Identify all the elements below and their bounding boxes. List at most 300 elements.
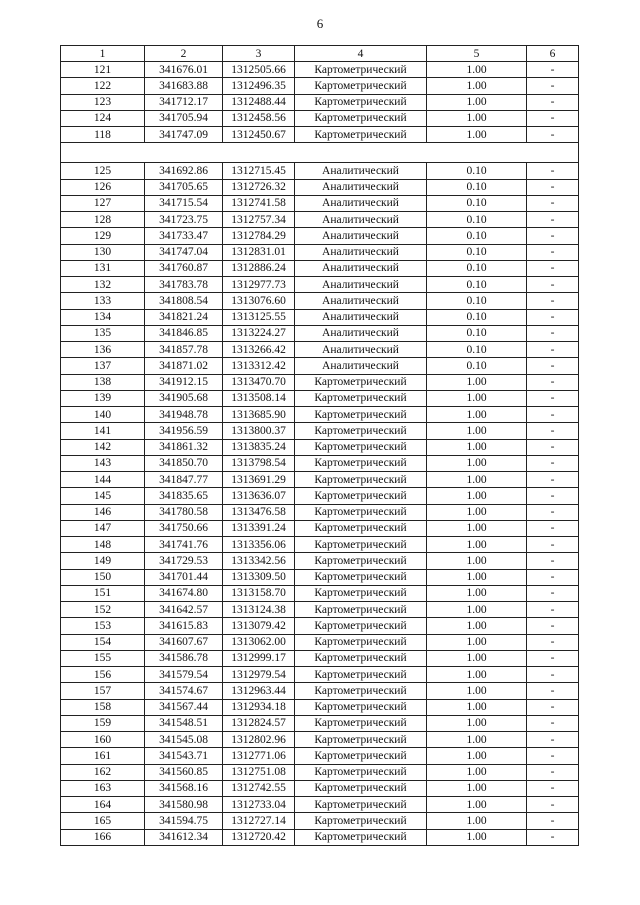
y-coordinate-cell: 1313798.54	[223, 455, 295, 471]
table-row	[61, 764, 579, 780]
group-separator	[61, 143, 579, 163]
method-cell: Аналитический	[295, 293, 427, 309]
table-row	[61, 127, 579, 143]
accuracy-cell: 0.10	[427, 163, 527, 179]
x-coordinate-cell: 341642.57	[145, 602, 223, 618]
y-coordinate-cell: 1313076.60	[223, 293, 295, 309]
accuracy-cell: 1.00	[427, 110, 527, 126]
x-coordinate-cell: 341835.65	[145, 488, 223, 504]
note-cell: -	[527, 439, 579, 455]
accuracy-cell: 1.00	[427, 390, 527, 406]
method-cell: Картометрический	[295, 520, 427, 536]
accuracy-cell: 0.10	[427, 195, 527, 211]
y-coordinate-cell: 1312726.32	[223, 179, 295, 195]
table-row	[61, 748, 579, 764]
method-cell: Картометрический	[295, 504, 427, 520]
table-row	[61, 667, 579, 683]
note-cell: -	[527, 602, 579, 618]
y-coordinate-cell: 1312977.73	[223, 277, 295, 293]
x-coordinate-cell: 341712.17	[145, 94, 223, 110]
note-cell: -	[527, 488, 579, 504]
y-coordinate-cell: 1312999.17	[223, 650, 295, 666]
method-cell: Картометрический	[295, 94, 427, 110]
note-cell: -	[527, 390, 579, 406]
column-header: 2	[145, 46, 223, 62]
method-cell: Картометрический	[295, 127, 427, 143]
y-coordinate-cell: 1312505.66	[223, 62, 295, 78]
accuracy-cell: 1.00	[427, 504, 527, 520]
accuracy-cell: 0.10	[427, 260, 527, 276]
separator-cell	[61, 143, 579, 163]
method-cell: Аналитический	[295, 277, 427, 293]
note-cell: -	[527, 62, 579, 78]
x-coordinate-cell: 341715.54	[145, 195, 223, 211]
note-cell: -	[527, 358, 579, 374]
table-row	[61, 439, 579, 455]
method-cell: Картометрический	[295, 488, 427, 504]
x-coordinate-cell: 341747.04	[145, 244, 223, 260]
y-coordinate-cell: 1313470.70	[223, 374, 295, 390]
note-cell: -	[527, 228, 579, 244]
accuracy-cell: 0.10	[427, 293, 527, 309]
y-coordinate-cell: 1313062.00	[223, 634, 295, 650]
table-row	[61, 374, 579, 390]
table-row	[61, 293, 579, 309]
x-coordinate-cell: 341594.75	[145, 813, 223, 829]
x-coordinate-cell: 341692.86	[145, 163, 223, 179]
y-coordinate-cell: 1313835.24	[223, 439, 295, 455]
method-cell: Аналитический	[295, 163, 427, 179]
method-cell: Аналитический	[295, 309, 427, 325]
point-number-cell: 131	[61, 260, 145, 276]
note-cell: -	[527, 455, 579, 471]
point-number-cell: 133	[61, 293, 145, 309]
point-number-cell: 144	[61, 472, 145, 488]
x-coordinate-cell: 341729.53	[145, 553, 223, 569]
table-row	[61, 78, 579, 94]
point-number-cell: 164	[61, 797, 145, 813]
accuracy-cell: 0.10	[427, 212, 527, 228]
method-cell: Картометрический	[295, 813, 427, 829]
note-cell: -	[527, 163, 579, 179]
x-coordinate-cell: 341733.47	[145, 228, 223, 244]
table-row	[61, 163, 579, 179]
column-header: 5	[427, 46, 527, 62]
note-cell: -	[527, 780, 579, 796]
x-coordinate-cell: 341956.59	[145, 423, 223, 439]
point-number-cell: 124	[61, 110, 145, 126]
method-cell: Картометрический	[295, 797, 427, 813]
point-number-cell: 155	[61, 650, 145, 666]
point-number-cell: 125	[61, 163, 145, 179]
page-number: 6	[316, 16, 324, 31]
x-coordinate-cell: 341857.78	[145, 342, 223, 358]
method-cell: Картометрический	[295, 472, 427, 488]
point-number-cell: 126	[61, 179, 145, 195]
method-cell: Картометрический	[295, 407, 427, 423]
note-cell: -	[527, 585, 579, 601]
note-cell: -	[527, 110, 579, 126]
table-row	[61, 325, 579, 341]
table-row	[61, 342, 579, 358]
header-row	[61, 46, 579, 62]
accuracy-cell: 1.00	[427, 797, 527, 813]
note-cell: -	[527, 618, 579, 634]
y-coordinate-cell: 1312450.67	[223, 127, 295, 143]
y-coordinate-cell: 1313476.58	[223, 504, 295, 520]
note-cell: -	[527, 212, 579, 228]
note-cell: -	[527, 504, 579, 520]
table-row	[61, 650, 579, 666]
point-number-cell: 121	[61, 62, 145, 78]
column-header: 3	[223, 46, 295, 62]
method-cell: Картометрический	[295, 569, 427, 585]
y-coordinate-cell: 1313356.06	[223, 537, 295, 553]
point-number-cell: 154	[61, 634, 145, 650]
y-coordinate-cell: 1313636.07	[223, 488, 295, 504]
table-row	[61, 277, 579, 293]
point-number-cell: 132	[61, 277, 145, 293]
note-cell: -	[527, 423, 579, 439]
method-cell: Картометрический	[295, 390, 427, 406]
table-row	[61, 780, 579, 796]
x-coordinate-cell: 341705.94	[145, 110, 223, 126]
note-cell: -	[527, 667, 579, 683]
table-row	[61, 244, 579, 260]
point-number-cell: 152	[61, 602, 145, 618]
y-coordinate-cell: 1312496.35	[223, 78, 295, 94]
point-number-cell: 147	[61, 520, 145, 536]
y-coordinate-cell: 1313685.90	[223, 407, 295, 423]
note-cell: -	[527, 699, 579, 715]
separator-row	[61, 143, 579, 163]
method-cell: Аналитический	[295, 325, 427, 341]
table-row	[61, 634, 579, 650]
accuracy-cell: 1.00	[427, 813, 527, 829]
y-coordinate-cell: 1312824.57	[223, 715, 295, 731]
x-coordinate-cell: 341821.24	[145, 309, 223, 325]
x-coordinate-cell: 341847.77	[145, 472, 223, 488]
method-cell: Картометрический	[295, 455, 427, 471]
accuracy-cell: 1.00	[427, 650, 527, 666]
x-coordinate-cell: 341948.78	[145, 407, 223, 423]
accuracy-cell: 1.00	[427, 439, 527, 455]
method-cell: Картометрический	[295, 683, 427, 699]
point-number-cell: 165	[61, 813, 145, 829]
table-row	[61, 585, 579, 601]
point-number-cell: 146	[61, 504, 145, 520]
accuracy-cell: 1.00	[427, 732, 527, 748]
y-coordinate-cell: 1312886.24	[223, 260, 295, 276]
point-number-cell: 157	[61, 683, 145, 699]
x-coordinate-cell: 341574.67	[145, 683, 223, 699]
y-coordinate-cell: 1313312.42	[223, 358, 295, 374]
y-coordinate-cell: 1313508.14	[223, 390, 295, 406]
column-header: 1	[61, 46, 145, 62]
y-coordinate-cell: 1313079.42	[223, 618, 295, 634]
y-coordinate-cell: 1313309.50	[223, 569, 295, 585]
y-coordinate-cell: 1312741.58	[223, 195, 295, 211]
y-coordinate-cell: 1312963.44	[223, 683, 295, 699]
group-one-rows	[61, 62, 579, 143]
x-coordinate-cell: 341586.78	[145, 650, 223, 666]
table-row	[61, 358, 579, 374]
table-row	[61, 683, 579, 699]
table-row	[61, 699, 579, 715]
method-cell: Аналитический	[295, 260, 427, 276]
table-row	[61, 520, 579, 536]
table-row	[61, 110, 579, 126]
x-coordinate-cell: 341612.34	[145, 829, 223, 845]
accuracy-cell: 1.00	[427, 472, 527, 488]
note-cell: -	[527, 127, 579, 143]
method-cell: Картометрический	[295, 78, 427, 94]
accuracy-cell: 1.00	[427, 829, 527, 845]
note-cell: -	[527, 179, 579, 195]
note-cell: -	[527, 634, 579, 650]
point-number-cell: 135	[61, 325, 145, 341]
column-header: 4	[295, 46, 427, 62]
accuracy-cell: 1.00	[427, 748, 527, 764]
table-row	[61, 407, 579, 423]
accuracy-cell: 1.00	[427, 78, 527, 94]
table-row	[61, 813, 579, 829]
point-number-cell: 156	[61, 667, 145, 683]
point-number-cell: 123	[61, 94, 145, 110]
point-number-cell: 130	[61, 244, 145, 260]
note-cell: -	[527, 520, 579, 536]
x-coordinate-cell: 341871.02	[145, 358, 223, 374]
method-cell: Картометрический	[295, 667, 427, 683]
point-number-cell: 128	[61, 212, 145, 228]
accuracy-cell: 0.10	[427, 342, 527, 358]
y-coordinate-cell: 1313224.27	[223, 325, 295, 341]
column-header: 6	[527, 46, 579, 62]
accuracy-cell: 1.00	[427, 585, 527, 601]
note-cell: -	[527, 374, 579, 390]
method-cell: Картометрический	[295, 439, 427, 455]
point-number-cell: 141	[61, 423, 145, 439]
x-coordinate-cell: 341683.88	[145, 78, 223, 94]
y-coordinate-cell: 1312751.08	[223, 764, 295, 780]
y-coordinate-cell: 1312784.29	[223, 228, 295, 244]
method-cell: Картометрический	[295, 699, 427, 715]
accuracy-cell: 1.00	[427, 553, 527, 569]
accuracy-cell: 1.00	[427, 699, 527, 715]
point-number-cell: 163	[61, 780, 145, 796]
x-coordinate-cell: 341615.83	[145, 618, 223, 634]
x-coordinate-cell: 341674.80	[145, 585, 223, 601]
accuracy-cell: 1.00	[427, 764, 527, 780]
point-number-cell: 137	[61, 358, 145, 374]
x-coordinate-cell: 341846.85	[145, 325, 223, 341]
point-number-cell: 139	[61, 390, 145, 406]
accuracy-cell: 0.10	[427, 228, 527, 244]
method-cell: Картометрический	[295, 715, 427, 731]
table-row	[61, 618, 579, 634]
note-cell: -	[527, 325, 579, 341]
y-coordinate-cell: 1313266.42	[223, 342, 295, 358]
x-coordinate-cell: 341747.09	[145, 127, 223, 143]
x-coordinate-cell: 341705.65	[145, 179, 223, 195]
point-number-cell: 142	[61, 439, 145, 455]
table-row	[61, 260, 579, 276]
point-number-cell: 145	[61, 488, 145, 504]
table-row	[61, 94, 579, 110]
y-coordinate-cell: 1312488.44	[223, 94, 295, 110]
method-cell: Аналитический	[295, 358, 427, 374]
point-number-cell: 118	[61, 127, 145, 143]
method-cell: Картометрический	[295, 618, 427, 634]
note-cell: -	[527, 407, 579, 423]
note-cell: -	[527, 732, 579, 748]
method-cell: Картометрический	[295, 748, 427, 764]
method-cell: Картометрический	[295, 585, 427, 601]
y-coordinate-cell: 1312458.56	[223, 110, 295, 126]
y-coordinate-cell: 1312934.18	[223, 699, 295, 715]
point-number-cell: 159	[61, 715, 145, 731]
y-coordinate-cell: 1312715.45	[223, 163, 295, 179]
accuracy-cell: 0.10	[427, 358, 527, 374]
note-cell: -	[527, 195, 579, 211]
accuracy-cell: 1.00	[427, 569, 527, 585]
method-cell: Картометрический	[295, 110, 427, 126]
method-cell: Аналитический	[295, 228, 427, 244]
accuracy-cell: 1.00	[427, 602, 527, 618]
table-row	[61, 228, 579, 244]
method-cell: Картометрический	[295, 829, 427, 845]
x-coordinate-cell: 341548.51	[145, 715, 223, 731]
table-row	[61, 455, 579, 471]
note-cell: -	[527, 94, 579, 110]
point-number-cell: 138	[61, 374, 145, 390]
point-number-cell: 149	[61, 553, 145, 569]
x-coordinate-cell: 341912.15	[145, 374, 223, 390]
x-coordinate-cell: 341579.54	[145, 667, 223, 683]
x-coordinate-cell: 341783.78	[145, 277, 223, 293]
note-cell: -	[527, 683, 579, 699]
accuracy-cell: 1.00	[427, 667, 527, 683]
y-coordinate-cell: 1313800.37	[223, 423, 295, 439]
note-cell: -	[527, 342, 579, 358]
x-coordinate-cell: 341543.71	[145, 748, 223, 764]
table-row	[61, 62, 579, 78]
y-coordinate-cell: 1312720.42	[223, 829, 295, 845]
table-row	[61, 602, 579, 618]
x-coordinate-cell: 341545.08	[145, 732, 223, 748]
point-number-cell: 153	[61, 618, 145, 634]
note-cell: -	[527, 293, 579, 309]
accuracy-cell: 1.00	[427, 520, 527, 536]
note-cell: -	[527, 813, 579, 829]
point-number-cell: 158	[61, 699, 145, 715]
point-number-cell: 143	[61, 455, 145, 471]
note-cell: -	[527, 244, 579, 260]
table-row	[61, 488, 579, 504]
method-cell: Аналитический	[295, 179, 427, 195]
x-coordinate-cell: 341905.68	[145, 390, 223, 406]
accuracy-cell: 1.00	[427, 127, 527, 143]
x-coordinate-cell: 341850.70	[145, 455, 223, 471]
x-coordinate-cell: 341760.87	[145, 260, 223, 276]
note-cell: -	[527, 764, 579, 780]
accuracy-cell: 1.00	[427, 715, 527, 731]
accuracy-cell: 1.00	[427, 455, 527, 471]
accuracy-cell: 1.00	[427, 780, 527, 796]
accuracy-cell: 1.00	[427, 374, 527, 390]
method-cell: Картометрический	[295, 650, 427, 666]
method-cell: Аналитический	[295, 195, 427, 211]
note-cell: -	[527, 277, 579, 293]
table-row	[61, 212, 579, 228]
point-number-cell: 122	[61, 78, 145, 94]
method-cell: Картометрический	[295, 732, 427, 748]
table-row	[61, 732, 579, 748]
accuracy-cell: 1.00	[427, 618, 527, 634]
y-coordinate-cell: 1312831.01	[223, 244, 295, 260]
x-coordinate-cell: 341808.54	[145, 293, 223, 309]
y-coordinate-cell: 1313124.38	[223, 602, 295, 618]
accuracy-cell: 0.10	[427, 325, 527, 341]
note-cell: -	[527, 78, 579, 94]
method-cell: Картометрический	[295, 62, 427, 78]
point-number-cell: 162	[61, 764, 145, 780]
method-cell: Картометрический	[295, 553, 427, 569]
point-number-cell: 129	[61, 228, 145, 244]
y-coordinate-cell: 1312727.14	[223, 813, 295, 829]
table-row	[61, 553, 579, 569]
point-number-cell: 148	[61, 537, 145, 553]
accuracy-cell: 0.10	[427, 179, 527, 195]
method-cell: Картометрический	[295, 537, 427, 553]
x-coordinate-cell: 341560.85	[145, 764, 223, 780]
table-row	[61, 569, 579, 585]
table-row	[61, 537, 579, 553]
y-coordinate-cell: 1312742.55	[223, 780, 295, 796]
accuracy-cell: 0.10	[427, 309, 527, 325]
y-coordinate-cell: 1313691.29	[223, 472, 295, 488]
accuracy-cell: 0.10	[427, 244, 527, 260]
accuracy-cell: 1.00	[427, 537, 527, 553]
x-coordinate-cell: 341861.32	[145, 439, 223, 455]
note-cell: -	[527, 569, 579, 585]
y-coordinate-cell: 1312979.54	[223, 667, 295, 683]
table-row	[61, 423, 579, 439]
x-coordinate-cell: 341567.44	[145, 699, 223, 715]
method-cell: Картометрический	[295, 780, 427, 796]
note-cell: -	[527, 748, 579, 764]
note-cell: -	[527, 260, 579, 276]
accuracy-cell: 1.00	[427, 423, 527, 439]
note-cell: -	[527, 309, 579, 325]
y-coordinate-cell: 1312757.34	[223, 212, 295, 228]
x-coordinate-cell: 341568.16	[145, 780, 223, 796]
table-row	[61, 390, 579, 406]
note-cell: -	[527, 797, 579, 813]
x-coordinate-cell: 341580.98	[145, 797, 223, 813]
method-cell: Аналитический	[295, 342, 427, 358]
table-row	[61, 309, 579, 325]
accuracy-cell: 0.10	[427, 277, 527, 293]
note-cell: -	[527, 472, 579, 488]
y-coordinate-cell: 1313125.55	[223, 309, 295, 325]
method-cell: Картометрический	[295, 602, 427, 618]
note-cell: -	[527, 829, 579, 845]
y-coordinate-cell: 1313158.70	[223, 585, 295, 601]
method-cell: Картометрический	[295, 764, 427, 780]
y-coordinate-cell: 1312771.06	[223, 748, 295, 764]
method-cell: Аналитический	[295, 212, 427, 228]
